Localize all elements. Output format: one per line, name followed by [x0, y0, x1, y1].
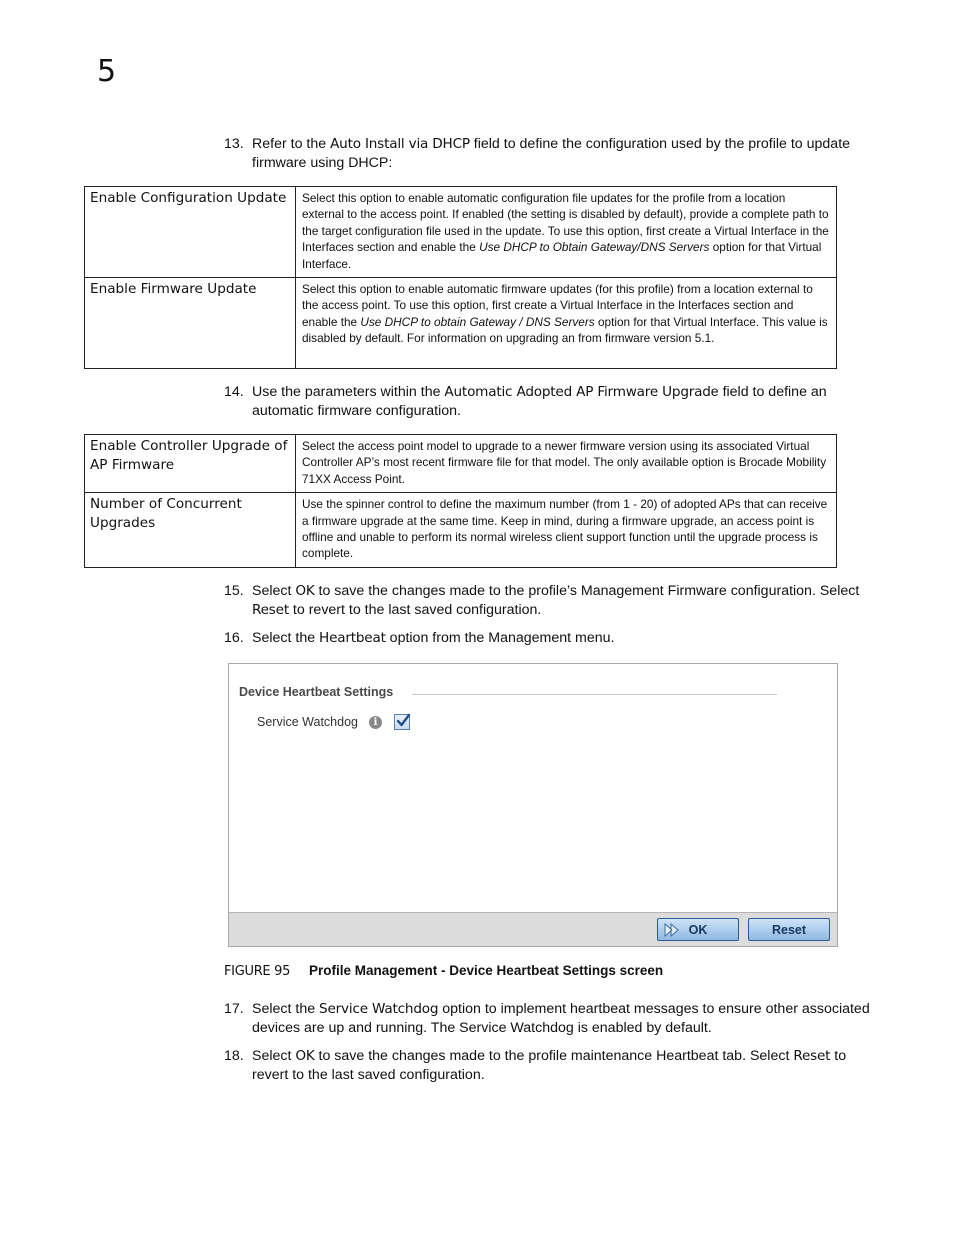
ok-button[interactable]: [657, 918, 739, 941]
ok-term: OK: [295, 583, 315, 599]
text: field to define the configuration used by the profile to update firmware using DHCP:: [252, 136, 851, 171]
field-name: Automatic Adopted AP Firmware Upgrad: [444, 384, 711, 400]
param-name: Enable Controller Upgrade of AP Firmware: [85, 435, 296, 493]
service-watchdog-label: Service Watchdog: [257, 715, 358, 729]
reset-term: Reset: [793, 1048, 831, 1064]
info-icon[interactable]: i: [369, 716, 382, 729]
param-description: Select this option to enable automatic configuration file updates for the profile from a location external to the access point. If enabled (the setting is disabled by default), provide a complete path to the target configuration file used in the update. To use this option, first create a Virtual Interface in the Interfaces section and enable the Use DHCP to Obtain Gateway/DNS Servers option for that Virtual Interface.: [296, 187, 837, 278]
text: e field to define an automatic firmware configuration.: [252, 384, 827, 419]
reset-button-label: Reset: [771, 923, 807, 937]
table-row: [85, 187, 837, 278]
step-text: Select OK to save the changes made to the profile’s Management Firmware configuration. Select Reset to revert to the last saved configuration.: [252, 583, 860, 618]
button-bar: [229, 912, 837, 946]
ok-button-label: OK: [688, 923, 708, 937]
step-15: [224, 582, 874, 620]
step-number: 18.: [224, 1048, 244, 1064]
param-description: Use the spinner control to define the maximum number (from 1 - 20) of adopted APs that can receive a firmware upgrade at the same time. Keep in mind, during a firmware upgrade, an access point is offline and unable to perform its normal wireless client support function until the upgrade process is complete.: [296, 493, 837, 568]
checkmark-icon: [395, 713, 411, 729]
figure-caption: [224, 963, 663, 979]
step-number: 16.: [224, 630, 244, 646]
table-row: [85, 493, 837, 568]
chapter-number: 5: [97, 54, 117, 89]
field-name: Auto Install via DHCP: [330, 136, 470, 152]
figure-title: Profile Management - Device Heartbeat Settings screen: [309, 963, 664, 978]
step-number: 14.: [224, 384, 244, 400]
section-title: Device Heartbeat Settings: [239, 685, 394, 699]
field-name: Heartbeat: [319, 630, 386, 646]
reset-button[interactable]: [748, 918, 830, 941]
text: Refer to the: [252, 136, 331, 152]
param-description: Select this option to enable automatic firmware updates (for this profile) from a location external to the access point. To use this option, first create a Virtual Interface in the Interfaces section and enable the Use DHCP to obtain Gateway / DNS Servers option for that Virtual Interface. This value is disabled by default. For information on upgrading an from firmware version 5.1.: [296, 278, 837, 369]
step-14: [224, 383, 874, 421]
step-text: Select the Service Watchdog option to implement heartbeat messages to ensure other associated devices are up and running. The Service Watchdog is enabled by default.: [252, 1001, 870, 1036]
param-name: Enable Configuration Update: [85, 187, 296, 278]
auto-install-table: [84, 186, 837, 369]
step-number: 15.: [224, 583, 244, 599]
figure-label: FIGURE 95: [224, 964, 291, 979]
service-watchdog-checkbox[interactable]: [394, 714, 410, 730]
text: Use the parameters within the: [252, 384, 445, 400]
reset-term: Reset: [252, 602, 289, 618]
step-text: [252, 383, 874, 421]
step-number: 17.: [224, 1001, 244, 1017]
section-divider: [412, 694, 777, 695]
firmware-upgrade-table: [84, 434, 837, 568]
param-name: Number of Concurrent Upgrades: [85, 493, 296, 568]
table-row: [85, 278, 837, 369]
table-row: [85, 435, 837, 493]
step-text: Select the Heartbeat option from the Management menu.: [252, 630, 615, 646]
fast-forward-icon: [664, 923, 680, 937]
step-text: [252, 135, 874, 173]
step-13: [224, 135, 874, 173]
step-text: Select OK to save the changes made to the profile maintenance Heartbeat tab. Select Reset to revert to the last saved configuration.: [252, 1048, 847, 1083]
param-description: Select the access point model to upgrade to a newer firmware version using its associated Virtual Controller AP’s most recent firmware file for that model. The only available option is Brocade Mobility 71XX Access Point.: [296, 435, 837, 493]
step-number: 13.: [224, 136, 244, 152]
step-18: [224, 1047, 874, 1085]
step-16: [224, 629, 874, 648]
param-name: Enable Firmware Update: [85, 278, 296, 369]
ok-term: OK: [295, 1048, 315, 1064]
step-17: [224, 1000, 874, 1038]
heartbeat-settings-screenshot: [228, 663, 838, 947]
field-name: Service Watchdog: [319, 1001, 439, 1017]
